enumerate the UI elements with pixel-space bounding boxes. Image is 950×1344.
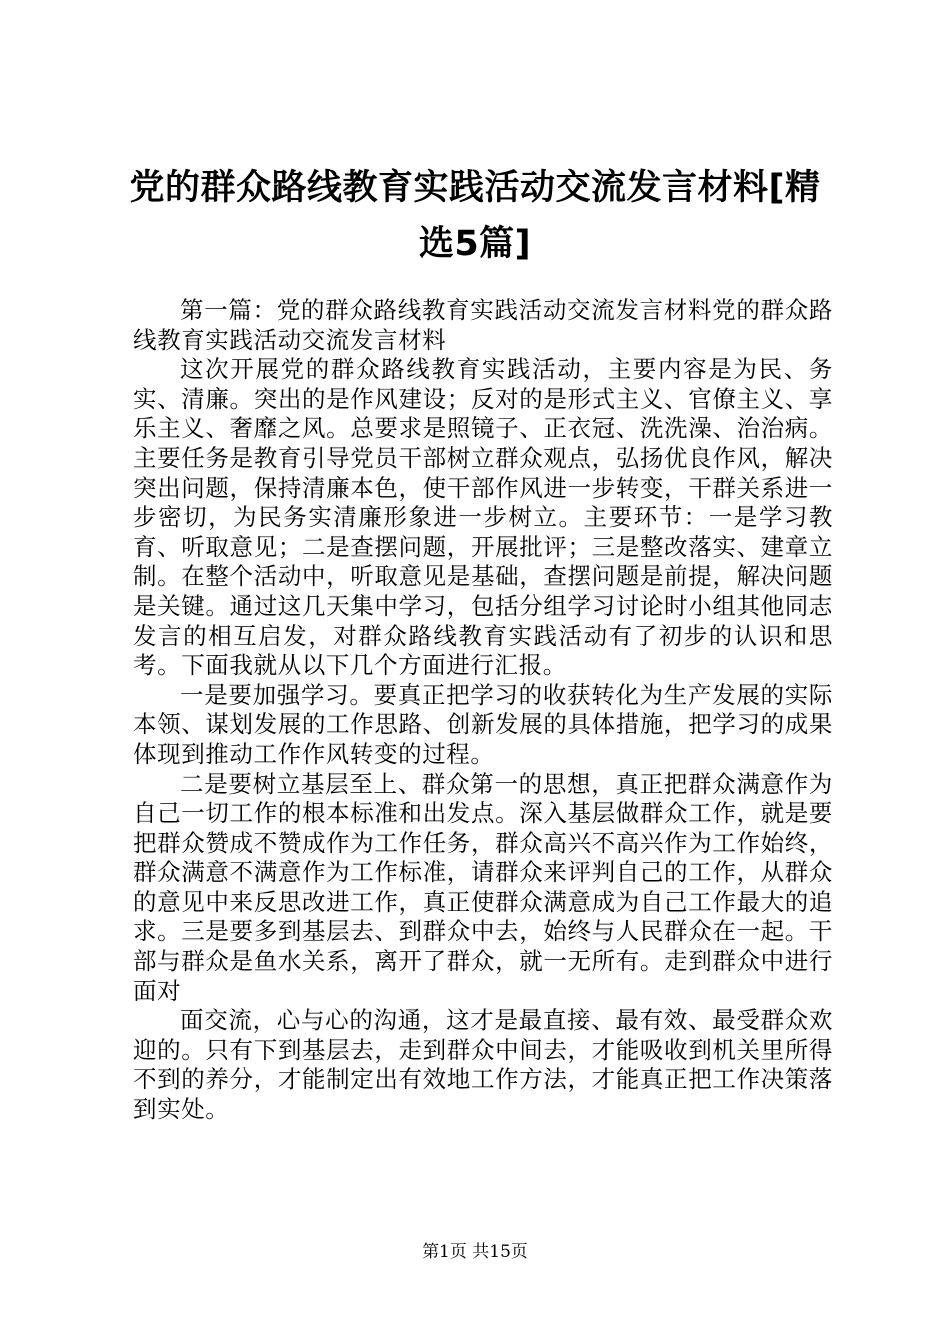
document-body <box>133 296 833 1125</box>
paragraph-3: 一是要加强学习。要真正把学习的收获转化为生产发展的实际本领、谋划发展的工作思路、创新发展的具体措施，把学习的成果体现到推动工作作风转变的过程。 <box>133 680 833 768</box>
page-number-footer: 第1页 共15页 <box>422 1242 528 1262</box>
paragraph-1: 第一篇：党的群众路线教育实践活动交流发言材料党的群众路线教育实践活动交流发言材料 <box>133 296 833 354</box>
paragraph-5: 面交流，心与心的沟通，这才是最直接、最有效、最受群众欢迎的。只有下到基层去，走到群众中间去，才能吸收到机关里所得不到的养分，才能制定出有效地工作方法，才能真正把工作决策落到实处。 <box>133 1006 833 1124</box>
paragraph-4: 二是要树立基层至上、群众第一的思想，真正把群众满意作为自己一切工作的根本标准和出发点。深入基层做群众工作，就是要把群众赞成不赞成作为工作任务，群众高兴不高兴作为工作始终，群众满意不满意作为工作标准，请群众来评判自己的工作，从群众的意见中来反思改进工作，真正使群众满意成为自己工作最大的追求。三是要多到基层去、到群众中去，始终与人民群众在一起。干部与群众是鱼水关系，离开了群众，就一无所有。走到群众中进行面对 <box>133 769 833 1005</box>
paragraph-2: 这次开展党的群众路线教育实践活动，主要内容是为民、务实、清廉。突出的是作风建设；反对的是形式主义、官僚主义、享乐主义、奢靡之风。总要求是照镜子、正衣冠、洗洗澡、治治病。主要任务是教育引导党员干部树立群众观点，弘扬优良作风，解决突出问题，保持清廉本色，使干部作风进一步转变，干群关系进一步密切，为民务实清廉形象进一步树立。主要环节：一是学习教育、听取意见；二是查摆问题，开展批评；三是整改落实、建章立制。在整个活动中，听取意见是基础，查摆问题是前提，解决问题是关键。通过这几天集中学习，包括分组学习讨论时小组其他同志发言的相互启发，对群众路线教育实践活动有了初步的认识和思考。下面我就从以下几个方面进行汇报。 <box>133 355 833 680</box>
document-title: 党的群众路线教育实践活动交流发言材料[精选5篇] <box>129 168 821 264</box>
